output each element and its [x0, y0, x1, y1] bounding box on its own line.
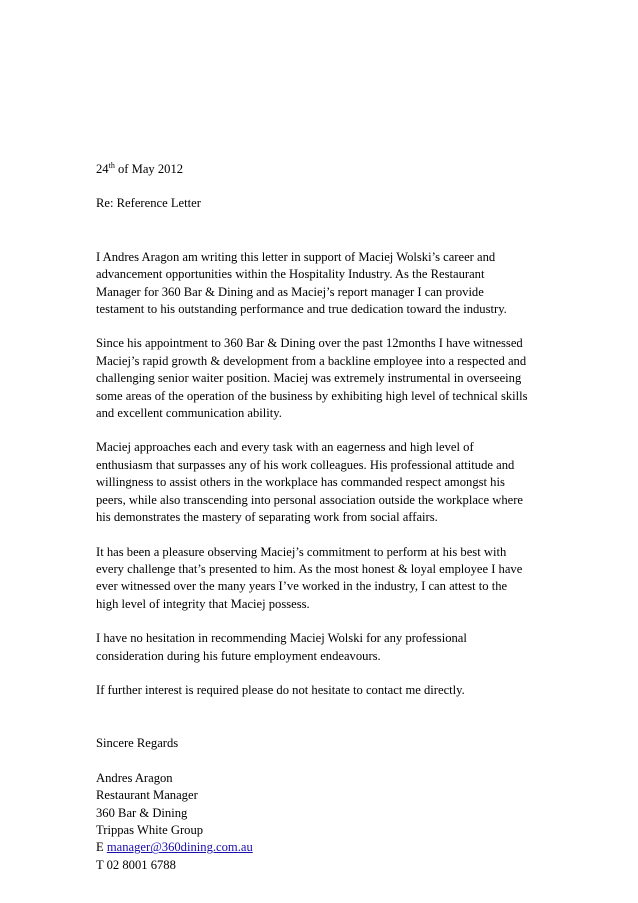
- paragraph-line: consideration during his future employment endeavours.: [96, 648, 381, 663]
- paragraph-2: [96, 335, 556, 422]
- closing-salutation: Sincere Regards: [96, 736, 179, 751]
- signature-phone: T 02 8001 6788: [96, 857, 176, 872]
- paragraph-line: his demonstrates the mastery of separating work from social affairs.: [96, 510, 438, 525]
- date-ordinal-suffix: th: [108, 161, 115, 170]
- paragraph-5: [96, 630, 556, 665]
- paragraph-line: Since his appointment to 360 Bar & Dining over the past 12months I have witnessed: [96, 336, 523, 351]
- paragraph-3: [96, 439, 556, 526]
- paragraph-line: challenging senior waiter position. Maciej was extremely instrumental in overseeing: [96, 371, 522, 386]
- paragraph-line: It has been a pleasure observing Maciej’s commitment to perform at his best with: [96, 544, 507, 559]
- paragraph-line: If further interest is required please do not hesitate to contact me directly.: [96, 682, 465, 697]
- paragraph-line: advancement opportunities within the Hospitality Industry. As the Restaurant: [96, 267, 485, 282]
- paragraph-line: enthusiasm that surpasses any of his work colleagues. His professional attitude and: [96, 457, 515, 472]
- paragraph-4: [96, 544, 556, 614]
- paragraph-line: peers, while also transcending into personal association outside the workplace where: [96, 492, 524, 507]
- paragraph-line: testament to his outstanding performance and true dedication toward the industry.: [96, 302, 507, 317]
- paragraph-line: I have no hesitation in recommending Maciej Wolski for any professional: [96, 631, 467, 646]
- paragraph-line: Manager for 360 Bar & Dining and as Maciej’s report manager I can provide: [96, 284, 484, 299]
- paragraph-line: willingness to assist others in the workplace has commanded respect amongst his: [96, 475, 505, 490]
- paragraph-line: ever witnessed over the many years I’ve worked in the industry, I can attest to the: [96, 579, 508, 594]
- letter-body: [96, 161, 556, 874]
- paragraph-line: Maciej’s rapid growth & development from a backline employee into a respected and: [96, 353, 527, 368]
- signature-venue: 360 Bar & Dining: [96, 805, 188, 820]
- signature-title: Restaurant Manager: [96, 788, 198, 803]
- paragraph-line: and excellent communication ability.: [96, 406, 282, 421]
- email-link[interactable]: manager@360dining.com.au: [106, 840, 253, 855]
- signature-email-line: E manager@360dining.com.au: [96, 840, 253, 855]
- paragraph-line: high level of integrity that Maciej possess.: [96, 596, 310, 611]
- paragraph-1: [96, 249, 556, 319]
- signature-group: Trippas White Group: [96, 822, 204, 837]
- signature-block: [96, 770, 556, 874]
- paragraph-line: Maciej approaches each and every task with an eagerness and high level of: [96, 440, 474, 455]
- letter-date: 24th of May 2012: [96, 161, 184, 176]
- signature-name: Andres Aragon: [96, 770, 173, 785]
- paragraph-line: some areas of the operation of the business by exhibiting high level of technical skills: [96, 388, 528, 403]
- paragraph-line: I Andres Aragon am writing this letter in support of Maciej Wolski’s career and: [96, 249, 496, 264]
- paragraph-line: every challenge that’s presented to him. As the most honest & loyal employee I have: [96, 561, 523, 576]
- paragraph-6: [96, 682, 556, 699]
- letter-subject: Re: Reference Letter: [96, 196, 201, 211]
